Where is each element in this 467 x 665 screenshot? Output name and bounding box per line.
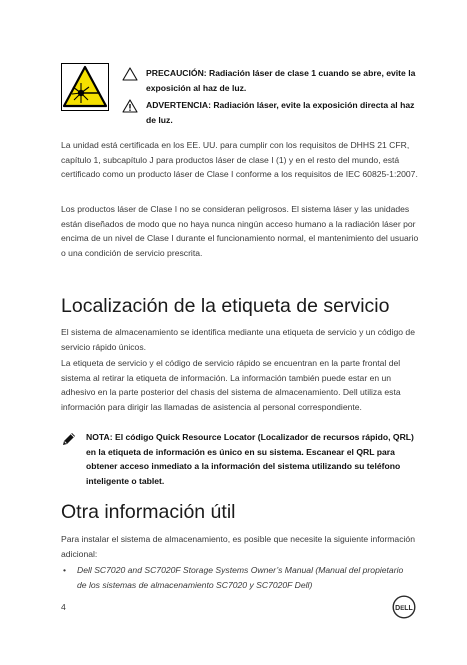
laser-warning-label [61,63,109,111]
dell-logo [392,595,416,619]
note-pencil-icon [61,431,77,447]
laser-safety-paragraph: Los productos láser de Clase I no se consideran peligrosos. El sistema láser y las unidades están diseñados de modo que no haya nunca ningún acceso humano a la radiación láser por encima de un nivel de Clase I durante el funcionamiento normal, el mantenimiento del usuario o una condición de servicio prescrita. [61,204,419,258]
caution-icon [122,67,138,81]
laser-radiation-icon [61,63,109,111]
warning-text: ADVERTENCIA: Radiación láser, evite la exposición directa al haz de luz. [146,100,415,125]
warning-icon [122,99,138,113]
bullet-marker: • [63,565,67,575]
useful-info-heading: Otra información útil [61,501,236,523]
service-tag-paragraph-2: La etiqueta de servicio y el código de servicio rápido se encuentran en la parte frontal del sistema al retirar la etiqueta de información. La información también puede estar en un adhesivo en la parte posterior del chasis del sistema de almacenamiento. Dell utiliza esta información para dirigir las llamadas de asistencia al personal correspondiente. [61,358,401,412]
service-tag-heading: Localización de la etiqueta de servicio [61,295,390,317]
page-number: 4 [61,602,66,612]
laser-certification-paragraph: La unidad está certificada en los EE. UU. para cumplir con los requisitos de DHHS 21 CFR, capítulo 1, subcapítulo J para productos láser de clase I (1) y en el resto del mundo, está certificado como un producto láser de Clase I conforme a los requisitos de IEC 60825-1:2007. [61,140,418,179]
qrl-note-text: NOTA: El código Quick Resource Locator (Localizador de recursos rápido, QRL) en la etiqueta de información es único en su sistema. Escanear el QRL para obtener acceso inmediato a la información del sistema utilizando su teléfono inteligente o tablet. [86,432,414,486]
useful-info-paragraph: Para instalar el sistema de almacenamiento, es posible que necesite la siguiente información adicional: [61,534,415,559]
service-tag-paragraph-1: El sistema de almacenamiento se identifica mediante una etiqueta de servicio y un código de servicio rápido únicos. [61,327,415,352]
caution-text: PRECAUCIÓN: Radiación láser de clase 1 cuando se abre, evite la exposición al haz de luz. [146,68,416,93]
owners-manual-bullet: Dell SC7020 and SC7020F Storage Systems Owner’s Manual (Manual del propietario de los sistemas de almacenamiento SC7020 y SC7020F Dell) [77,565,404,590]
svg-text:DELL: DELL [395,604,413,612]
